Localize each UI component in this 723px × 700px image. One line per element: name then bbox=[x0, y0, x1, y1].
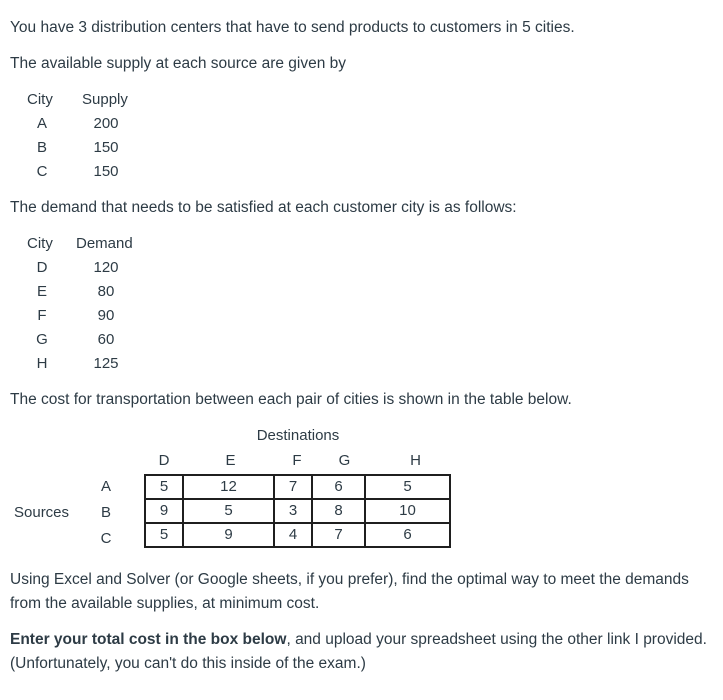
final-instructions-rest: , and upload your spreadsheet using the other link I provided. (Unfortunately, you can't do this inside of the exam.) bbox=[10, 631, 707, 672]
cost-cell: 10 bbox=[365, 499, 450, 523]
column-header: D bbox=[158, 452, 170, 469]
cost-cell: 5 bbox=[183, 499, 274, 523]
table-row bbox=[145, 475, 450, 499]
intro-text: You have 3 distribution centers that have to send products to customers in 5 cities. bbox=[10, 19, 575, 36]
demand-header-demand: Demand bbox=[76, 235, 133, 252]
cost-cell: 5 bbox=[145, 523, 183, 547]
supply-city: B bbox=[36, 139, 47, 156]
demand-value: 125 bbox=[93, 355, 119, 372]
final-instructions bbox=[10, 628, 710, 676]
cost-cell: 6 bbox=[365, 523, 450, 547]
row-header: A bbox=[100, 478, 111, 495]
column-header: G bbox=[338, 452, 351, 469]
demand-city: G bbox=[36, 331, 48, 348]
cost-cell: 12 bbox=[183, 475, 274, 499]
demand-value: 60 bbox=[97, 331, 115, 348]
supply-value: 150 bbox=[93, 163, 119, 180]
demand-value: 120 bbox=[93, 259, 119, 276]
cost-intro: The cost for transportation between each pair of cities is shown in the table below. bbox=[10, 391, 572, 408]
supply-value: 150 bbox=[93, 139, 119, 156]
cost-cell: 8 bbox=[312, 499, 365, 523]
cost-cell: 9 bbox=[183, 523, 274, 547]
demand-header-city: City bbox=[27, 235, 53, 252]
column-header: E bbox=[225, 452, 236, 469]
table-row bbox=[145, 523, 450, 547]
sources-label: Sources bbox=[14, 504, 70, 521]
solver-instructions: Using Excel and Solver (or Google sheets, if you prefer), find the optimal way to meet the demands from the available supplies, at minimum cost. bbox=[10, 571, 689, 612]
supply-city: A bbox=[36, 115, 47, 132]
supply-intro: The available supply at each source are given by bbox=[10, 55, 347, 72]
cost-cell: 6 bbox=[312, 475, 365, 499]
demand-city: H bbox=[36, 355, 48, 372]
column-header: H bbox=[410, 452, 421, 469]
demand-city: D bbox=[36, 259, 48, 276]
demand-city: F bbox=[37, 307, 47, 324]
row-header: C bbox=[100, 530, 112, 547]
demand-city: E bbox=[36, 283, 47, 300]
row-header: B bbox=[100, 504, 111, 521]
supply-value: 200 bbox=[93, 115, 119, 132]
final-instructions-bold: Enter your total cost in the box below bbox=[10, 631, 287, 648]
supply-city: C bbox=[36, 163, 48, 180]
supply-header-city: City bbox=[27, 91, 53, 108]
cost-cell: 5 bbox=[365, 475, 450, 499]
demand-value: 90 bbox=[97, 307, 115, 324]
cost-cell: 7 bbox=[274, 475, 312, 499]
cost-cell: 3 bbox=[274, 499, 312, 523]
cost-cell: 7 bbox=[312, 523, 365, 547]
cost-grid bbox=[144, 474, 451, 548]
cost-cell: 9 bbox=[145, 499, 183, 523]
demand-value: 80 bbox=[97, 283, 115, 300]
destinations-label: Destinations bbox=[256, 427, 340, 444]
supply-header-supply: Supply bbox=[82, 91, 128, 108]
demand-intro: The demand that needs to be satisfied at each customer city is as follows: bbox=[10, 199, 517, 216]
column-header: F bbox=[292, 452, 302, 469]
cost-cell: 5 bbox=[145, 475, 183, 499]
cost-cell: 4 bbox=[274, 523, 312, 547]
table-row bbox=[145, 499, 450, 523]
